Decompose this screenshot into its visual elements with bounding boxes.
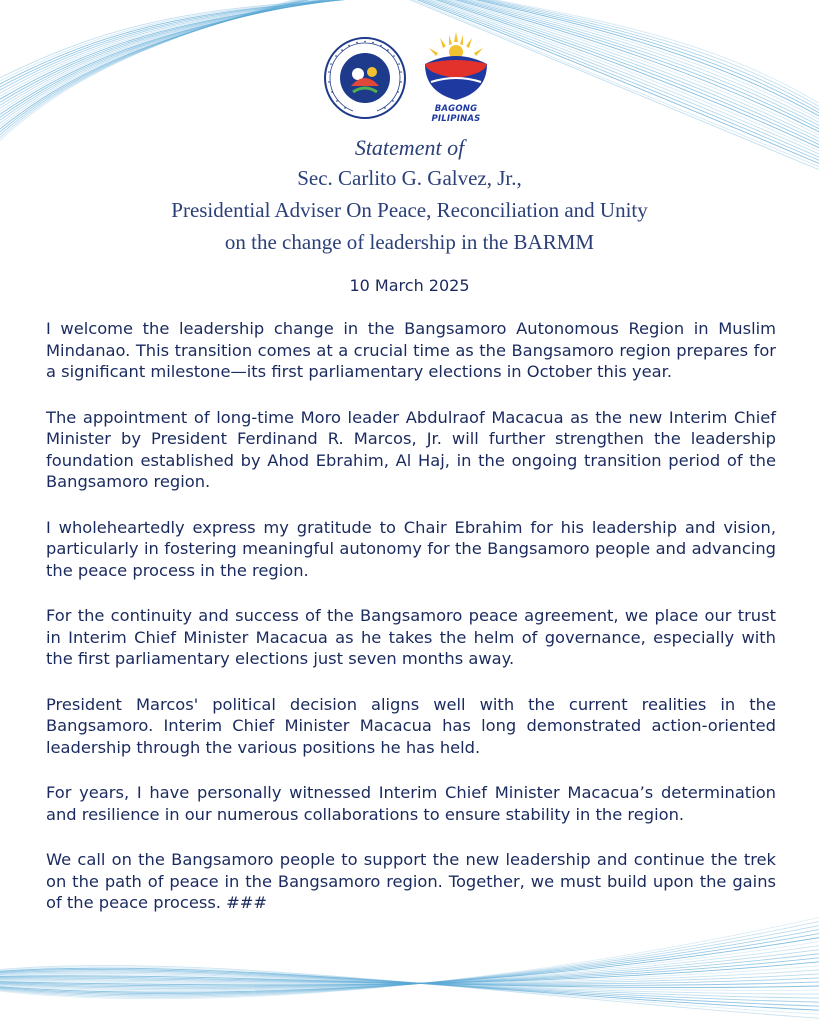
opapru-seal-logo (323, 36, 407, 120)
paragraph-3: I wholeheartedly express my gratitude to Chair Ebrahim for his leadership and vision, particularly in fostering meaningful autonomy for the Bangsamoro people and advancing the peace process in the region. (46, 517, 776, 580)
bagong-pilipinas-emblem-icon (415, 30, 497, 102)
header-logos (0, 30, 819, 124)
statement-body (46, 318, 776, 938)
paragraph-6: For years, I have personally witnessed Interim Chief Minister Macacua’s determination and resilience in our numerous collaborations to ensure stability in the region. (46, 783, 776, 824)
bagong-pilipinas-logo (415, 30, 497, 124)
paragraph-5: President Marcos' political decision aligns well with the current realities in the Bangsamoro. Interim Chief Minister Macacua has long demonstrated action-oriented leadership through the various positions he has held. (46, 694, 776, 757)
paragraph-4: For the continuity and success of the Bangsamoro peace agreement, we place our trust in Interim Chief Minister Macacua as he takes the helm of governance, especially with the first parliamentary elections just seven months away. (46, 606, 776, 668)
statement-date: 10 March 2025 (349, 276, 470, 295)
paragraph-7: We call on the Bangsamoro people to support the new leadership and continue the trek on the path of peace in the Bangsamoro region. Together, we must build upon the gains of the peace process. ### (46, 850, 776, 912)
statement-heading (0, 134, 819, 258)
paragraph-1: I welcome the leadership change in the Bangsamoro Autonomous Region in Muslim Mindanao. This transition comes at a crucial time as the Bangsamoro region prepares for a significant milestone—its first parliamentary elections in October this year. (46, 319, 776, 381)
official-name: Sec. Carlito G. Galvez, Jr., (297, 166, 522, 190)
statement-intro: Statement of (354, 135, 465, 160)
bagong-pilipinas-label: BAGONG PILIPINAS (431, 104, 481, 124)
statement-subject: on the change of leadership in the BARMM (224, 230, 595, 254)
paragraph-2: The appointment of long-time Moro leader Abdulraof Macacua as the new Interim Chief Minister by President Ferdinand R. Marcos, Jr. will further strengthen the leadership foundation established by Ahod Ebrahim, Al Haj, in the ongoing transition period of the Bangsamoro region. (46, 407, 776, 491)
official-position: Presidential Adviser On Peace, Reconciliation and Unity (171, 198, 648, 222)
